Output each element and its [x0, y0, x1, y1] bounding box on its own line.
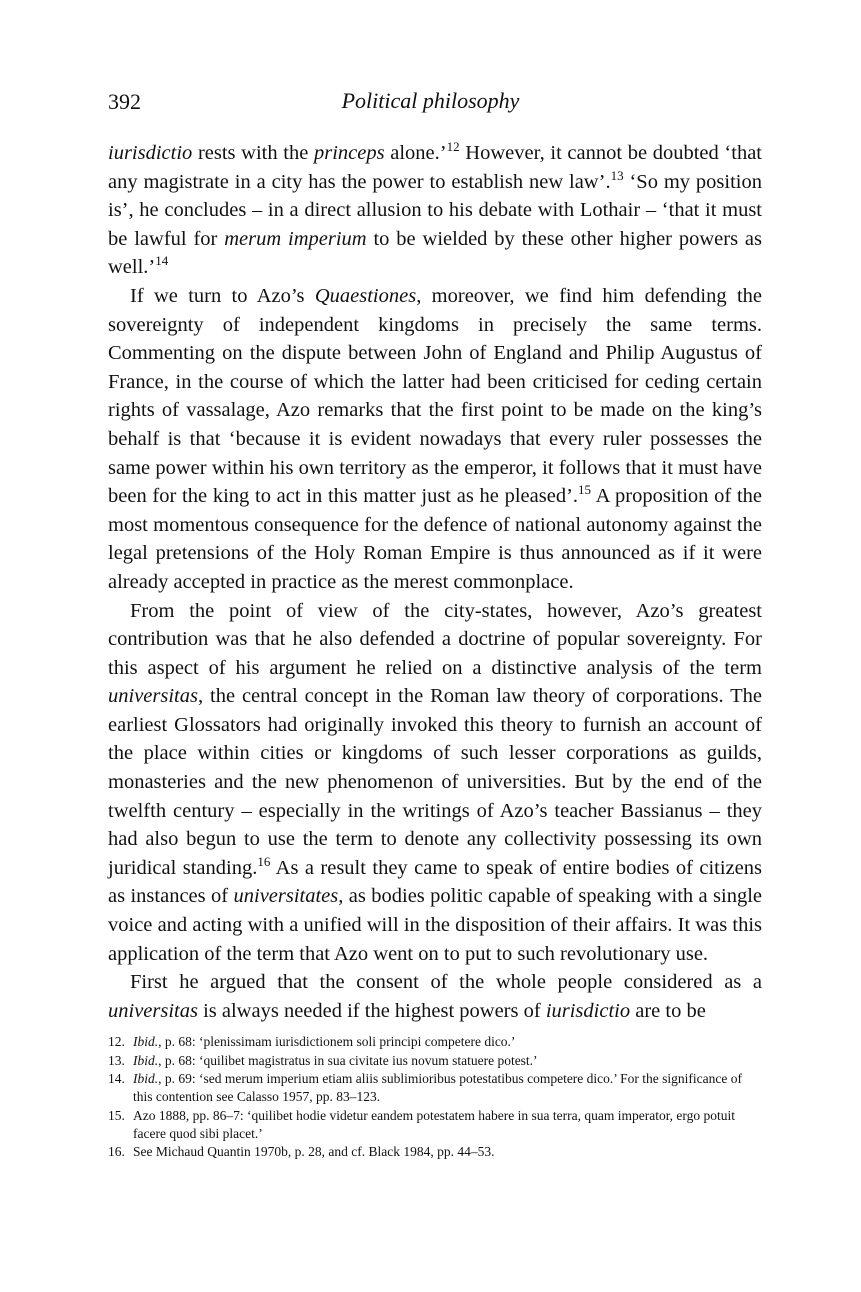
- text-run: See Michaud Quantin 1970b, p. 28, and cf. Black 1984, pp. 44–53.: [133, 1144, 495, 1159]
- text-run: As a result they came to speak of entire bodies of citizens as instances of: [108, 856, 762, 908]
- body-paragraph: [108, 597, 762, 969]
- italic-term: universitas: [108, 999, 198, 1022]
- footnote: [108, 1070, 762, 1106]
- footnote: [108, 1033, 762, 1051]
- page-number: 392: [108, 89, 141, 114]
- footnote-text: [133, 1034, 515, 1049]
- footnote: [108, 1143, 762, 1161]
- running-title: Political philosophy: [341, 88, 520, 113]
- body-paragraph: [108, 139, 762, 282]
- footnote-number: 13.: [108, 1052, 125, 1068]
- main-text: [108, 139, 762, 1025]
- italic-term: Ibid.: [133, 1034, 159, 1049]
- text-run: , p. 68: ‘plenissimam iurisdictionem soli principi competere dico.’: [158, 1034, 516, 1049]
- text-run: If we turn to Azo’s: [130, 284, 315, 307]
- italic-term: Ibid.: [133, 1052, 159, 1068]
- text-run: From the point of view of the city-states, however, Azo’s greatest contribution was that he also defended a doctrine of popular sovereignty. For this aspect of his argument he relied on a distinctive analysis of the term: [108, 599, 762, 679]
- footnotes: [108, 1033, 762, 1162]
- body-paragraph: [108, 282, 762, 597]
- text-run: is always needed if the highest powers of: [197, 999, 546, 1022]
- footnote-text: [133, 1053, 538, 1068]
- text-run: First he argued that the consent of the whole people considered as a: [130, 971, 762, 994]
- text-run: A proposition of the most momentous consequence for the defence of national autonomy against the legal pretensions of the Holy Roman Empire is thus announced as if it were already accepted in practice as the merest commonplace.: [108, 485, 762, 593]
- text-run: , the central concept in the Roman law theory of corporations. The earliest Glossators had originally invoked this theory to furnish an account of the place within cities or kingdoms of such lesser corporations as guilds, monasteries and the new phenomenon of universities. But by the end of the twelfth century – especially in the writings of Azo’s teacher Bassianus – they had also begun to use the term to denote any collectivity possessing its own juridical standing.: [108, 685, 762, 879]
- italic-term: Ibid.: [133, 1071, 159, 1086]
- italic-term: Quaestiones: [314, 284, 417, 307]
- footnote-number: 15.: [108, 1107, 125, 1123]
- footnote-number: 12.: [108, 1034, 125, 1049]
- footnote-text: [133, 1108, 735, 1141]
- italic-term: princeps: [314, 142, 385, 164]
- text-run: rests with the: [192, 142, 314, 164]
- text-run: , p. 69: ‘sed merum imperium etiam aliis sublimioribus potestatibus competere dico.’ For the significance of this contention see Calasso 1957, pp. 83–123.: [133, 1071, 742, 1104]
- text-run: ‘So my position is’, he concludes – in a direct allusion to his debate with Lothair – ‘that it must be lawful for: [108, 170, 762, 250]
- footnote-number: 16.: [108, 1144, 125, 1159]
- italic-term: iurisdictio: [545, 999, 631, 1022]
- text-run: , moreover, we find him defending the sovereignty of independent kingdoms in precisely the same terms. Commenting on the dispute between John of England and Philip Augustus of France, in the course of which the latter had been criticised for ceding certain rights of vassalage, Azo remarks that the first point to be made on the king’s behalf is that ‘because it is evident nowadays that every ruler possesses the same power within his own territory as the emperor, it follows that it must have been for the king to act in this matter just as he pleased’.: [108, 284, 762, 508]
- text-run: alone.’: [384, 142, 447, 164]
- text-run: , as bodies politic capable of speaking with a single voice and acting with a unified will in the disposition of their affairs. It was this application of the term that Azo went on to put to such revolutionary use.: [108, 885, 763, 965]
- body-paragraph: [108, 968, 762, 1025]
- text-run: However, it cannot be doubted ‘that any magistrate in a city has the power to establish new law’.: [108, 142, 762, 193]
- footnote-text: [133, 1071, 742, 1104]
- text-run: to be wielded by these other higher powers as well.’: [108, 227, 763, 279]
- italic-term: universitates: [233, 885, 339, 908]
- footnote-ref: 12: [446, 139, 460, 154]
- footnote: [108, 1052, 762, 1070]
- footnote-ref: 16: [257, 853, 271, 869]
- text-run: are to be: [630, 999, 706, 1022]
- footnote-number: 14.: [108, 1071, 125, 1086]
- text-run: Azo 1888, pp. 86–7: ‘quilibet hodie videtur eandem potestatem habere in sua terra, quam imperator, ergo potuit facere quod sibi placet.’: [133, 1107, 736, 1141]
- footnote-ref: 15: [578, 482, 592, 498]
- footnote-ref: 14: [155, 253, 169, 269]
- italic-term: merum imperium: [224, 227, 367, 250]
- italic-term: universitas: [108, 685, 198, 708]
- text-run: , p. 68: ‘quilibet magistratus in sua civitate ius novum statuere potest.’: [158, 1052, 538, 1068]
- footnote-text: [133, 1144, 494, 1159]
- footnote: [108, 1107, 762, 1143]
- footnote-ref: 13: [610, 167, 624, 183]
- italic-term: iurisdictio: [108, 142, 193, 164]
